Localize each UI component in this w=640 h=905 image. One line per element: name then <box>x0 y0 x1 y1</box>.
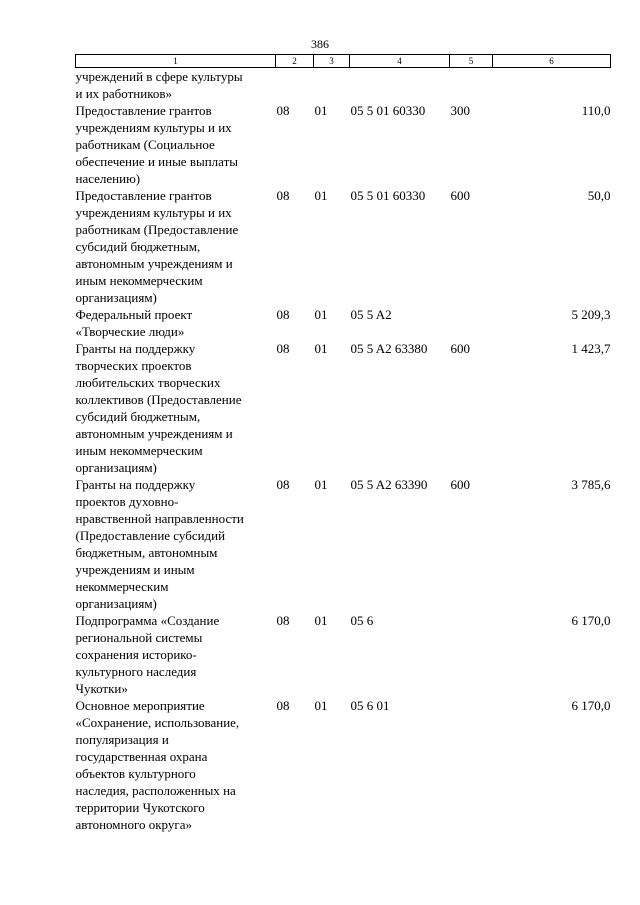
row-expense-type <box>450 612 493 697</box>
row-expense-type <box>450 697 493 833</box>
row-name-line: иным некоммерческим <box>75 443 203 458</box>
row-name <box>76 102 276 187</box>
row-name <box>76 187 276 306</box>
row-name-line: субсидий бюджетным, <box>75 239 201 254</box>
row-target-article: 05 5 01 60330 <box>350 188 426 203</box>
row-name-line: организациям) <box>75 596 157 611</box>
row-expense-type <box>450 68 493 103</box>
row-name-line: объектов культурного <box>75 766 196 781</box>
row-section: 08 <box>276 613 290 628</box>
page-number: 386 <box>311 37 329 51</box>
row-subsection: 01 <box>314 613 328 628</box>
row-name-line: Подпрограмма «Создание <box>75 613 220 628</box>
table-row <box>76 476 611 612</box>
row-expense-type: 600 <box>450 188 470 203</box>
row-name-line: территории Чукотского <box>75 800 205 815</box>
row-expense-type: 600 <box>450 341 470 356</box>
row-target-article: 05 6 <box>350 613 374 628</box>
row-section: 08 <box>276 188 290 203</box>
row-amount: 3 785,6 <box>571 477 611 492</box>
row-name-line: Гранты на поддержку <box>75 341 196 356</box>
row-name-line: Предоставление грантов <box>75 103 212 118</box>
row-amount: 6 170,0 <box>571 613 611 628</box>
row-name-line: населению) <box>75 171 141 186</box>
row-name-line: обеспечение и иные выплаты <box>75 154 238 169</box>
table-row <box>76 187 611 306</box>
row-name-line: сохранения историко- <box>75 647 197 662</box>
row-name-line: Чукотки» <box>75 681 128 696</box>
row-section <box>276 68 314 103</box>
table-body <box>76 68 611 834</box>
row-target-article: 05 5 01 60330 <box>350 103 426 118</box>
row-section: 08 <box>276 103 290 118</box>
row-section: 08 <box>276 341 290 356</box>
row-name-line: «Творческие люди» <box>75 324 185 339</box>
row-name-line: автономного округа» <box>75 817 192 832</box>
row-subsection: 01 <box>314 188 328 203</box>
header-col-1: 1 <box>76 55 276 68</box>
row-name-line: проектов духовно- <box>75 494 179 509</box>
row-amount: 5 209,3 <box>571 307 611 322</box>
row-name-line: Федеральный проект <box>75 307 193 322</box>
row-name <box>76 68 276 103</box>
row-name-line: организациям) <box>75 460 157 475</box>
row-section: 08 <box>276 307 290 322</box>
row-amount: 1 423,7 <box>571 341 611 356</box>
row-name-line: коллективов (Предоставление <box>75 392 242 407</box>
row-name-line: популяризация и <box>75 732 169 747</box>
header-col-4: 4 <box>350 55 450 68</box>
row-expense-type: 300 <box>450 103 470 118</box>
table-row <box>76 612 611 697</box>
budget-table <box>75 54 611 833</box>
row-name-line: государственная охрана <box>75 749 208 764</box>
row-name-line: учреждениям и иным <box>75 562 195 577</box>
row-name-line: автономным учреждениям и <box>75 256 233 271</box>
row-name-line: (Предоставление субсидий <box>75 528 226 543</box>
row-name-line: культурного наследия <box>75 664 197 679</box>
header-col-5: 5 <box>450 55 493 68</box>
row-name-line: учреждений в сфере культуры <box>75 69 243 84</box>
row-target-article: 05 5 A2 63380 <box>350 341 428 356</box>
row-name <box>76 697 276 833</box>
row-name-line: Предоставление грантов <box>75 188 212 203</box>
table-row <box>76 102 611 187</box>
row-name-line: нравственной направленности <box>75 511 244 526</box>
row-name-line: работникам (Социальное <box>75 137 215 152</box>
row-subsection: 01 <box>314 307 328 322</box>
row-name-line: наследия, расположенных на <box>75 783 236 798</box>
row-amount <box>493 68 611 103</box>
row-target-article: 05 6 01 <box>350 698 390 713</box>
row-name-line: иным некоммерческим <box>75 273 203 288</box>
row-name-line: Гранты на поддержку <box>75 477 196 492</box>
row-name-line: любительских творческих <box>75 375 221 390</box>
row-expense-type: 600 <box>450 477 470 492</box>
row-name-line: Основное мероприятие <box>75 698 205 713</box>
table-row <box>76 697 611 833</box>
row-name <box>76 306 276 340</box>
row-subsection <box>314 68 350 103</box>
row-name-line: субсидий бюджетным, <box>75 409 201 424</box>
table-row <box>76 306 611 340</box>
row-target-article <box>350 68 450 103</box>
row-amount: 110,0 <box>581 103 611 118</box>
header-col-2: 2 <box>276 55 314 68</box>
row-subsection: 01 <box>314 698 328 713</box>
row-name-line: некоммерческим <box>75 579 169 594</box>
row-subsection: 01 <box>314 103 328 118</box>
row-name-line: организациям) <box>75 290 157 305</box>
row-amount: 50,0 <box>587 188 611 203</box>
row-name-line: региональной системы <box>75 630 203 645</box>
row-section: 08 <box>276 477 290 492</box>
header-col-3: 3 <box>314 55 350 68</box>
row-name-line: творческих проектов <box>75 358 192 373</box>
row-name-line: и их работников» <box>75 86 173 101</box>
row-name-line: учреждениям культуры и их <box>75 120 232 135</box>
row-name-line: учреждениям культуры и их <box>75 205 232 220</box>
table-row <box>76 68 611 103</box>
row-amount: 6 170,0 <box>571 698 611 713</box>
row-name-line: «Сохранение, использование, <box>75 715 240 730</box>
row-name <box>76 340 276 476</box>
row-name-line: автономным учреждениям и <box>75 426 233 441</box>
row-name <box>76 476 276 612</box>
row-target-article: 05 5 A2 <box>350 307 392 322</box>
header-row <box>76 55 611 68</box>
row-subsection: 01 <box>314 341 328 356</box>
row-name <box>76 612 276 697</box>
row-target-article: 05 5 A2 63390 <box>350 477 428 492</box>
table-row <box>76 340 611 476</box>
row-subsection: 01 <box>314 477 328 492</box>
row-section: 08 <box>276 698 290 713</box>
row-name-line: бюджетным, автономным <box>75 545 218 560</box>
row-expense-type <box>450 306 493 340</box>
header-col-6: 6 <box>493 55 611 68</box>
row-name-line: работникам (Предоставление <box>75 222 239 237</box>
